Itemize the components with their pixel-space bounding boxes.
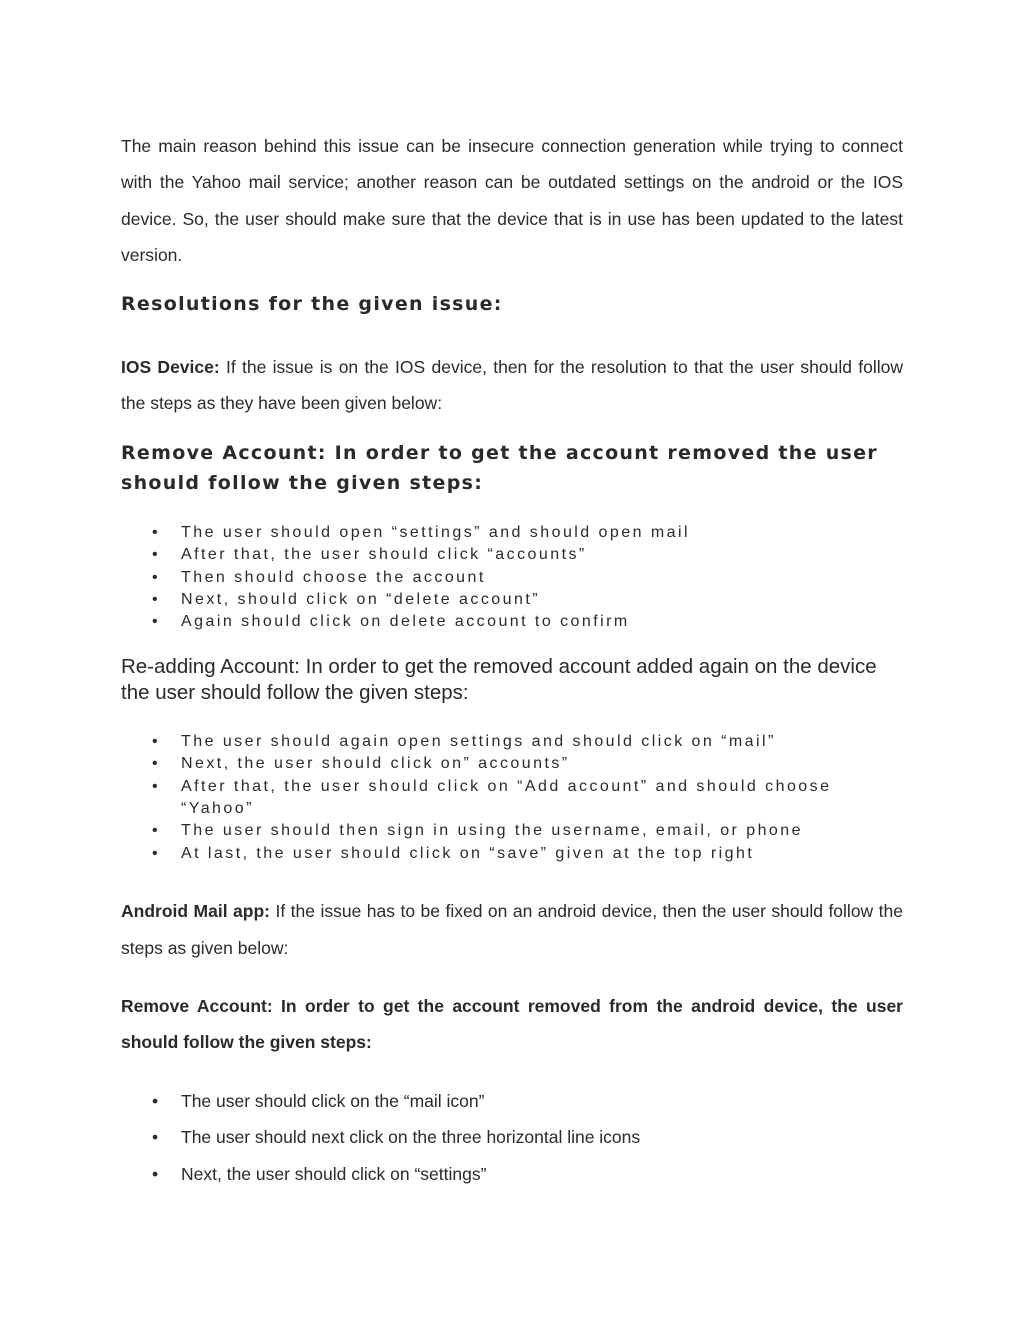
bullet-icon: • [152, 546, 158, 564]
list-item: • Next, the user should click on “settings” [121, 1156, 903, 1193]
android-mail-paragraph [121, 893, 903, 966]
list-item: • The user should click on the “mail icon” [121, 1083, 903, 1120]
document-page [121, 128, 903, 1192]
ios-device-text: If the issue is on the IOS device, then for the resolution to that the user should follow the steps as they have been given below: [121, 357, 903, 414]
list-item: • After that, the user should click “accounts” [121, 544, 903, 566]
list-item: • Again should click on delete account to confirm [121, 611, 903, 633]
intro-paragraph: The main reason behind this issue can be insecure connection generation while trying to connect with the Yahoo mail service; another reason can be outdated settings on the android or the IOS device. So, the user should make sure that the device that is in use has been updated to the latest version. [121, 136, 903, 265]
list-item: • The user should next click on the three horizontal line icons [121, 1119, 903, 1156]
list-item: • After that, the user should click on “Add account” and should choose “Yahoo” [152, 777, 832, 818]
bullet-icon: • [152, 523, 158, 541]
remove-account-android-heading: Remove Account: In order to get the account removed from the android device, the user should follow the given steps: [121, 995, 903, 1053]
android-mail-label: Android Mail app: [121, 901, 270, 922]
bullet-icon: • [152, 844, 158, 862]
readding-account-heading: Re-adding Account: In order to get the removed account added again on the device the user should follow the given steps: [121, 654, 877, 704]
bullet-icon: • [152, 613, 158, 631]
list-item: • Next, the user should click on” accounts” [121, 753, 903, 775]
bullet-icon: • [152, 1127, 159, 1148]
list-item: • The user should open “settings” and should open mail [121, 522, 903, 544]
bullet-icon: • [152, 568, 158, 586]
bullet-icon: • [152, 822, 158, 840]
bullet-icon: • [152, 777, 158, 795]
ios-device-label: IOS Device: [121, 357, 220, 378]
list-item: • The user should then sign in using the username, email, or phone [121, 820, 903, 842]
remove-account-ios-steps [121, 522, 903, 634]
android-mail-text: If the issue has to be fixed on an android device, then the user should follow the steps as given below: [121, 901, 903, 958]
bullet-icon: • [152, 591, 158, 608]
remove-account-android-steps [121, 1083, 903, 1193]
list-item: • Next, should click on “delete account” [121, 589, 903, 611]
list-item: • Then should choose the account [121, 567, 903, 589]
resolutions-heading: Resolutions for the given issue: [121, 293, 503, 316]
bullet-icon: • [152, 732, 158, 750]
list-item: • At last, the user should click on “save” given at the top right [121, 843, 903, 865]
bullet-icon: • [152, 1090, 159, 1111]
readding-account-steps [121, 731, 903, 865]
remove-account-ios-heading: Remove Account: In order to get the account removed the user should follow the given steps: [121, 441, 878, 494]
list-item: • The user should again open settings and should click on “mail” [121, 731, 903, 753]
bullet-icon: • [152, 755, 158, 773]
bullet-icon: • [152, 1163, 159, 1184]
ios-device-paragraph [121, 349, 903, 422]
